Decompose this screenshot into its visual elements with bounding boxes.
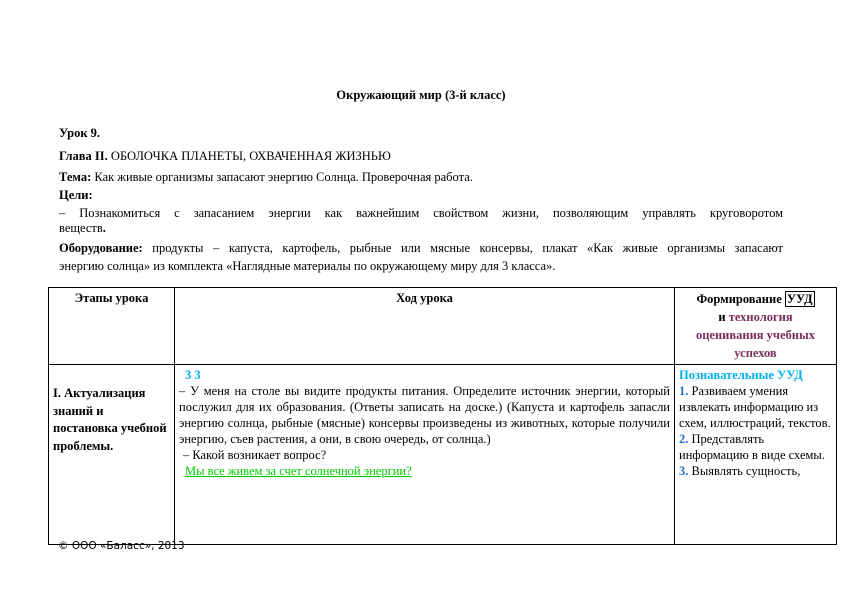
- course-question: – Какой возникает вопрос?: [183, 448, 327, 462]
- equipment-label: Оборудование:: [59, 241, 143, 255]
- header-course: Ход урока: [175, 288, 675, 365]
- chapter-text: ОБОЛОЧКА ПЛАНЕТЫ, ОХВАЧЕННАЯ ЖИЗНЬЮ: [107, 149, 391, 163]
- header-stages: Этапы урока: [49, 288, 175, 365]
- chapter-line: [59, 149, 783, 164]
- uud-cell: [675, 365, 837, 545]
- course-cell: [175, 365, 675, 545]
- equipment-line-1: [59, 241, 783, 256]
- uud-item: 3. Выявлять сущность,: [679, 464, 801, 478]
- chapter-label: Глава II.: [59, 149, 108, 163]
- tech-line-3: успехов: [734, 346, 777, 360]
- uud-title: Познавательные УУД: [679, 368, 803, 382]
- goal-line-2: веществ.: [59, 221, 106, 235]
- equipment-text: продукты – капуста, картофель, рыбные или мясные консервы, плакат «Как живые организмы запасают: [142, 241, 783, 255]
- tech-line-1: технология: [728, 310, 793, 324]
- equipment-line-2: энергию солнца» из комплекта «Наглядные материалы по окружающему миру для 3 класса».: [59, 259, 556, 273]
- goals-label: Цели:: [59, 188, 93, 202]
- header-uud: Формирование УУД и технология оценивания учебных успехов: [675, 288, 837, 365]
- goal-line-1: – Познакомиться с запасанием энергии как важнейшим свойством жизни, позволяющим управлять круговоротом: [59, 206, 783, 220]
- page-title: Окружающий мир (3-й класс): [336, 88, 506, 102]
- tech-line-2: оценивания учебных: [695, 328, 815, 342]
- table-row: [49, 365, 837, 545]
- topic-line: [59, 170, 783, 185]
- course-paragraph: – У меня на столе вы видите продукты питания. Определите источник энергии, который послужил для их образования. (Ответы записать на доске.) (Капуста и картофель запасли энергию солнца, рыбные (мясные) консервы произведены из животных, которые получили энергию, съев растения, а они, в свою очередь, от солнца.): [179, 384, 670, 446]
- table-header-row: [49, 288, 837, 365]
- uud-item: 2. Представлять информацию в виде схемы.: [679, 432, 825, 462]
- uud-item: 1. Развиваем умения извлекать информацию из схем, иллюстраций, текстов.: [679, 384, 831, 430]
- uud-word: УУД: [786, 292, 813, 306]
- topic-label: Тема:: [59, 170, 92, 184]
- slide-marker: 3 3: [185, 368, 201, 382]
- topic-text: Как живые организмы запасают энергию Солнца. Проверочная работа.: [91, 170, 473, 184]
- copyright-footer: © ООО «Баласс», 2013: [58, 540, 185, 552]
- course-answer: Мы все живем за счет солнечной энергии?: [185, 464, 412, 478]
- lesson-table: [48, 287, 837, 545]
- stage-cell: I. Актуализация знаний и постановка учебной проблемы.: [49, 365, 175, 545]
- lesson-number: Урок 9.: [59, 126, 101, 140]
